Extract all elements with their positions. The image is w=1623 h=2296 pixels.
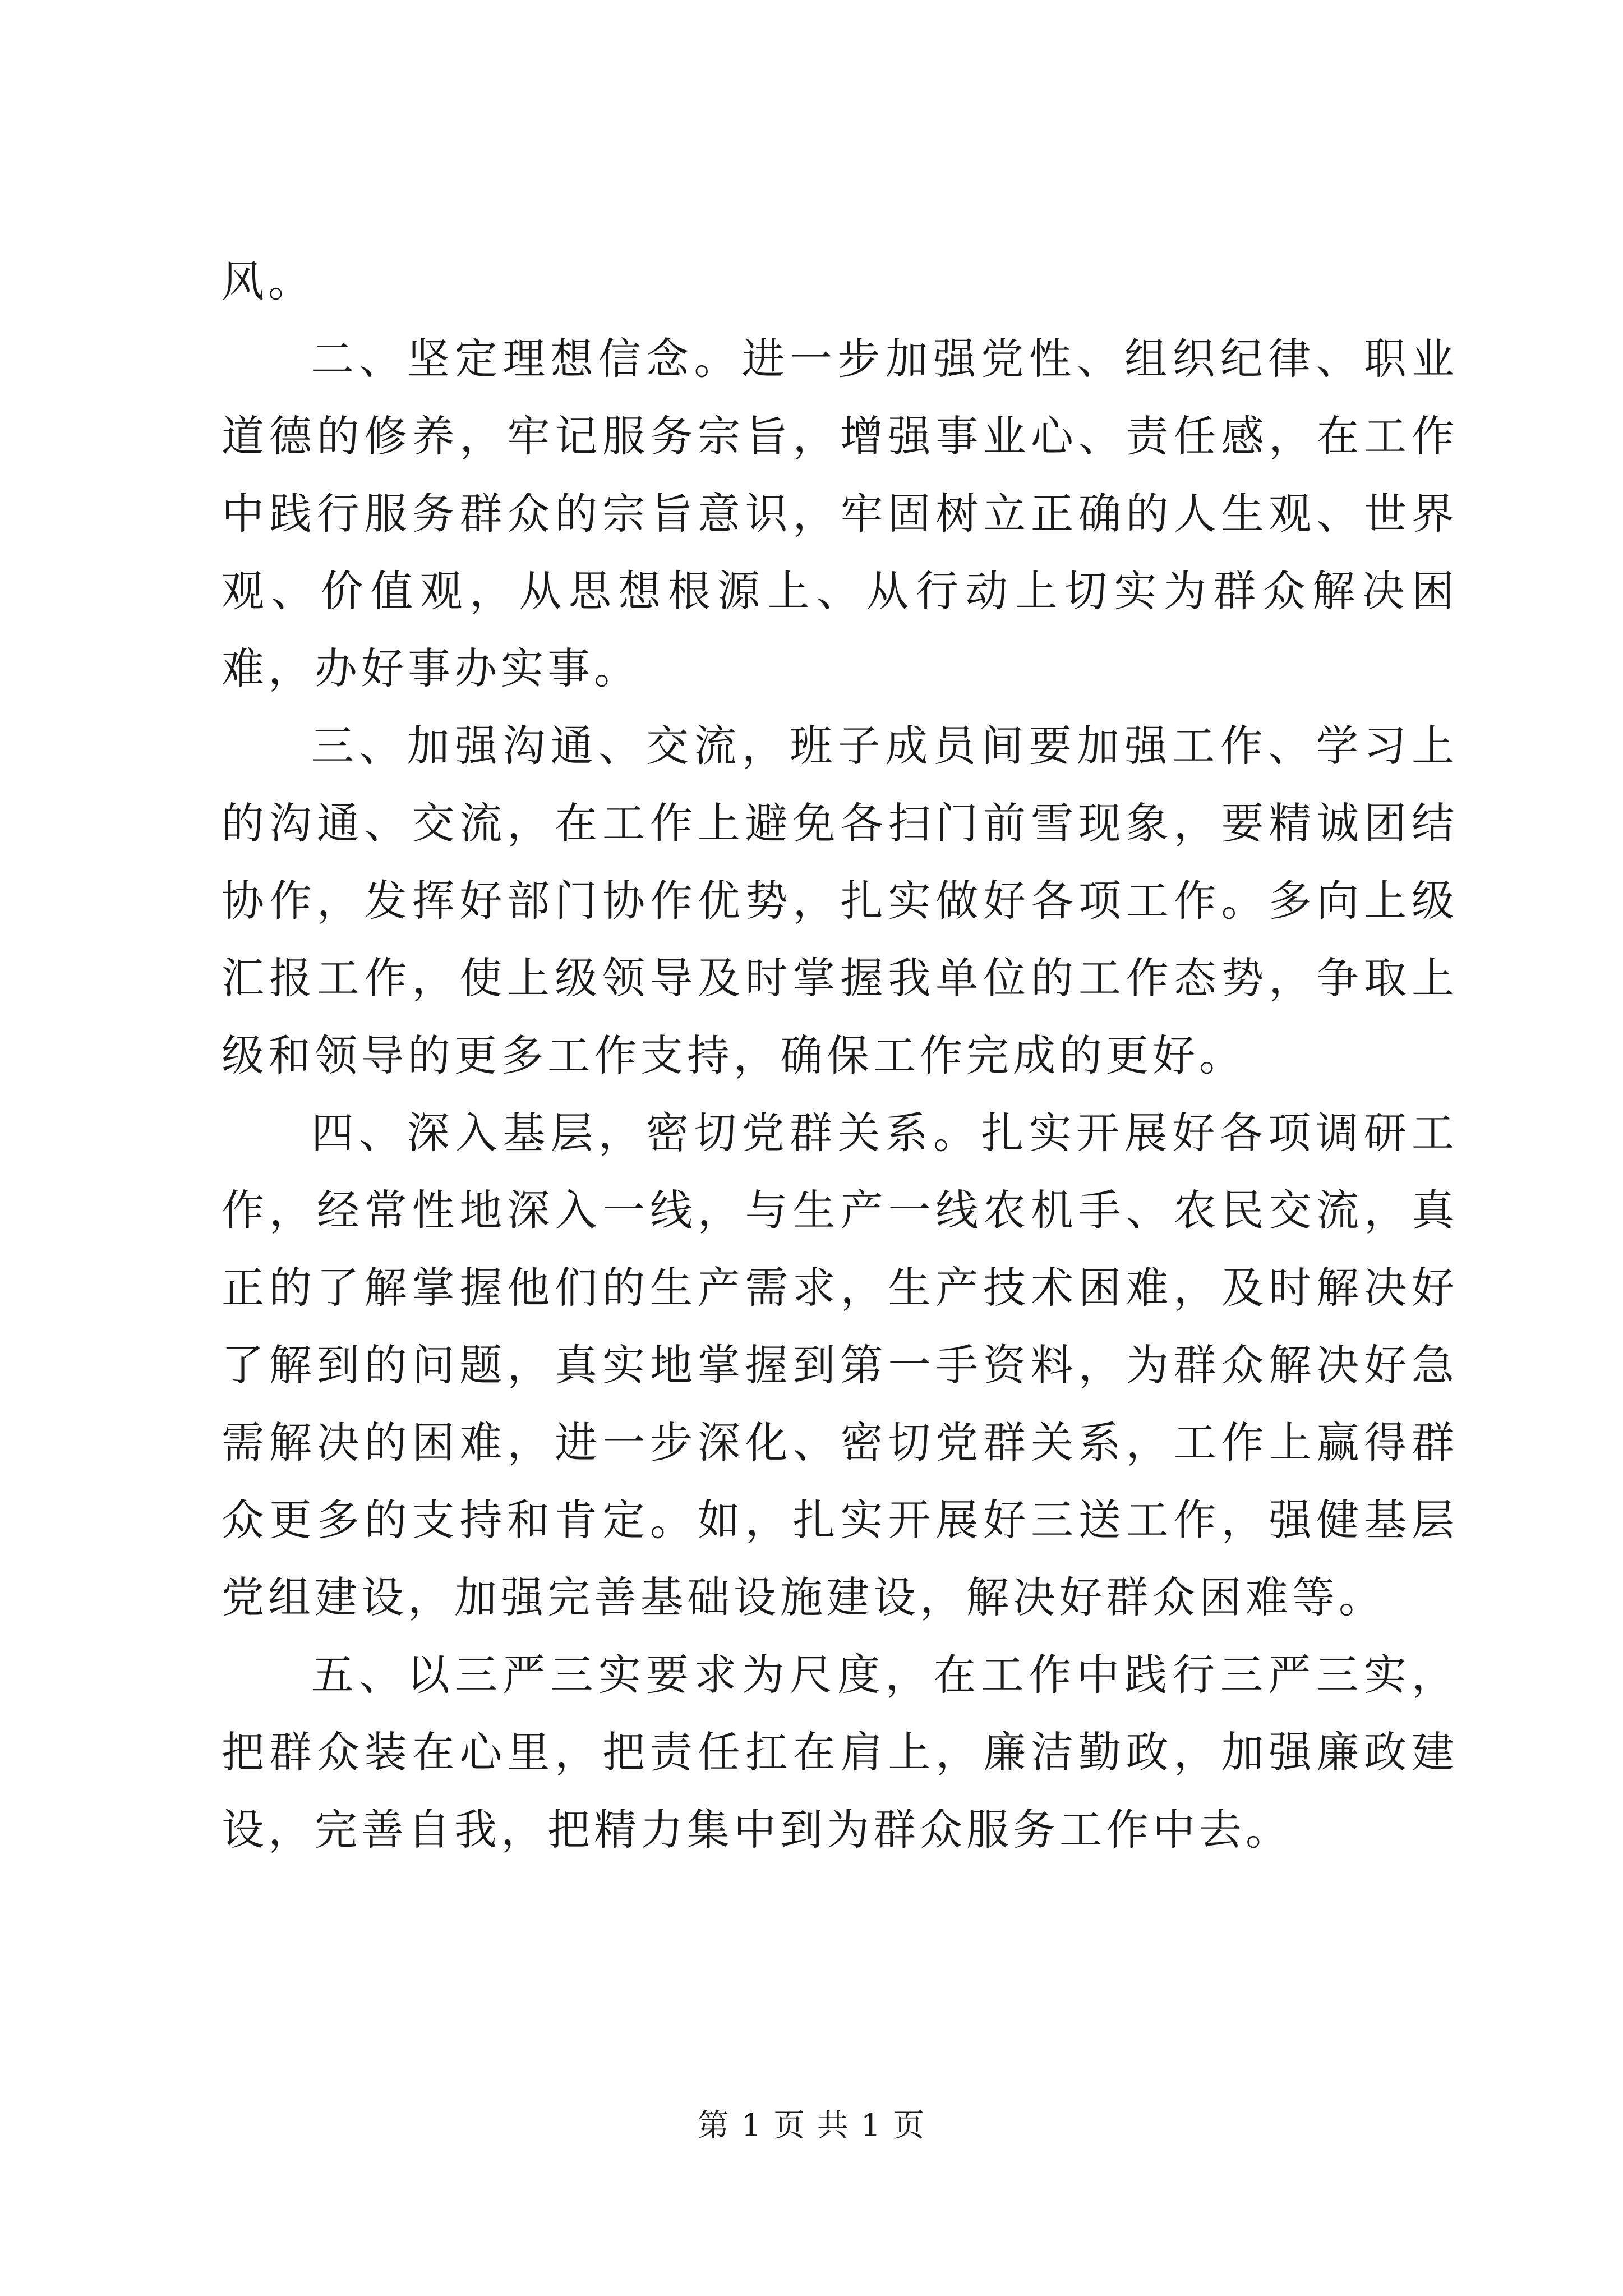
paragraph-3: 三、加强沟通、交流，班子成员间要加强工作、学习上的沟通、交流，在工作上避免各扫门前雪现象，要精诚团结协作，发挥好部门协作优势，扎实做好各项工作。多向上级汇报工作，使上级领导及时掌握我单位的工作态势，争取上级和领导的更多工作支持，确保工作完成的更好。 <box>222 721 1458 1080</box>
document-body <box>222 243 1458 1869</box>
page-number-footer: 第 1 页 共 1 页 <box>697 2108 926 2144</box>
paragraph-4: 四、深入基层，密切党群关系。扎实开展好各项调研工作，经常性地深入一线，与生产一线农机手、农民交流，真正的了解掌握他们的生产需求，生产技术困难，及时解决好了解到的问题，真实地掌握到第一手资料，为群众解决好急需解决的困难，进一步深化、密切党群关系，工作上赢得群众更多的支持和肯定。如，扎实开展好三送工作，强健基层党组建设，加强完善基础设施建设，解决好群众困难等。 <box>222 1108 1458 1622</box>
paragraph-continuation: 风。 <box>222 256 315 306</box>
paragraph-5: 五、以三严三实要求为尺度，在工作中践行三严三实，把群众装在心里，把责任扛在肩上，廉洁勤政，加强廉政建设，完善自我，把精力集中到为群众服务工作中去。 <box>222 1650 1458 1855</box>
paragraph-2: 二、坚定理想信念。进一步加强党性、组织纪律、职业道德的修养，牢记服务宗旨，增强事业心、责任感，在工作中践行服务群众的宗旨意识，牢固树立正确的人生观、世界观、价值观，从思想根源上、从行动上切实为群众解决困难，办好事办实事。 <box>222 334 1458 693</box>
